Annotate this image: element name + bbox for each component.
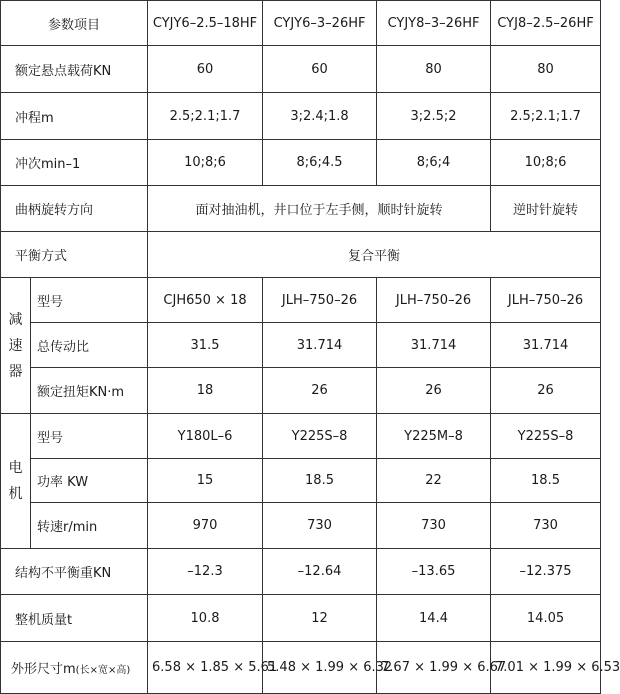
row-motor-model <box>1 414 601 459</box>
crank-rotation-value-main: 面对抽油机，井口位于左手侧，顺时针旋转 <box>148 186 491 232</box>
total-mass-value: 14.05 <box>491 595 601 642</box>
reducer-ratio-label: 总传动比 <box>31 323 148 368</box>
stroke-value: 2.5;2.1;1.7 <box>148 93 263 140</box>
strokes-per-min-value: 10;8;6 <box>148 140 263 186</box>
motor-model-value: Y225S–8 <box>491 414 601 459</box>
dimensions-value: 7.67 × 1.99 × 6.67 <box>377 642 491 694</box>
dimensions-label-main: 外形尺寸m <box>11 662 76 677</box>
total-mass-value: 14.4 <box>377 595 491 642</box>
motor-model-label: 型号 <box>31 414 148 459</box>
crank-rotation-value-4: 逆时针旋转 <box>491 186 601 232</box>
row-motor-speed <box>1 503 601 549</box>
motor-model-value: Y225S–8 <box>263 414 377 459</box>
header-model-2: CYJY6–3–26HF <box>263 1 377 46</box>
reducer-model-label: 型号 <box>31 278 148 323</box>
rated-load-value: 60 <box>263 46 377 93</box>
balance-mode-label: 平衡方式 <box>1 232 148 278</box>
row-motor-power <box>1 459 601 503</box>
motor-power-value: 15 <box>148 459 263 503</box>
reducer-model-value: CJH650 × 18 <box>148 278 263 323</box>
header-model-3: CYJY8–3–26HF <box>377 1 491 46</box>
motor-char: 电 <box>8 460 23 476</box>
row-reducer-ratio <box>1 323 601 368</box>
dimensions-value: 5.48 × 1.99 × 6.32 <box>263 642 377 694</box>
dimensions-label <box>1 642 148 694</box>
total-mass-label: 整机质量t <box>1 595 148 642</box>
strokes-per-min-label: 冲次min–1 <box>1 140 148 186</box>
reducer-char: 减 <box>8 311 23 328</box>
stroke-value: 2.5;2.1;1.7 <box>491 93 601 140</box>
stroke-value: 3;2.5;2 <box>377 93 491 140</box>
motor-speed-label: 转速r/min <box>31 503 148 549</box>
motor-speed-value: 730 <box>263 503 377 549</box>
strokes-per-min-value: 8;6;4 <box>377 140 491 186</box>
header-param-label: 参数项目 <box>1 1 148 46</box>
reducer-ratio-value: 31.714 <box>377 323 491 368</box>
reducer-torque-value: 26 <box>491 368 601 414</box>
header-row <box>1 1 601 46</box>
dimensions-value: 6.58 × 1.85 × 5.61 <box>148 642 263 694</box>
row-reducer-model <box>1 278 601 323</box>
net-unbalance-label: 结构不平衡重KN <box>1 549 148 595</box>
reducer-model-value: JLH–750–26 <box>377 278 491 323</box>
motor-char: 机 <box>8 486 23 502</box>
rated-load-value: 80 <box>491 46 601 93</box>
stroke-label: 冲程m <box>1 93 148 140</box>
balance-mode-value: 复合平衡 <box>148 232 601 278</box>
reducer-char: 器 <box>8 363 23 380</box>
row-strokes-per-min <box>1 140 601 186</box>
motor-power-value: 22 <box>377 459 491 503</box>
strokes-per-min-value: 8;6;4.5 <box>263 140 377 186</box>
motor-power-label: 功率 KW <box>31 459 148 503</box>
motor-speed-value: 970 <box>148 503 263 549</box>
row-balance-mode <box>1 232 601 278</box>
dimensions-value: 7.01 × 1.99 × 6.53 <box>491 642 601 694</box>
row-crank-rotation <box>1 186 601 232</box>
header-model-1: CYJY6–2.5–18HF <box>148 1 263 46</box>
rated-load-value: 80 <box>377 46 491 93</box>
crank-rotation-label: 曲柄旋转方向 <box>1 186 148 232</box>
reducer-torque-value: 26 <box>263 368 377 414</box>
row-rated-load <box>1 46 601 93</box>
motor-power-value: 18.5 <box>491 459 601 503</box>
row-net-unbalance <box>1 549 601 595</box>
reducer-torque-value: 26 <box>377 368 491 414</box>
row-total-mass <box>1 595 601 642</box>
dimensions-label-note: (长×宽×高) <box>75 665 131 676</box>
motor-speed-value: 730 <box>377 503 491 549</box>
motor-power-value: 18.5 <box>263 459 377 503</box>
total-mass-value: 12 <box>263 595 377 642</box>
reducer-torque-label: 额定扭矩KN·m <box>31 368 148 414</box>
row-reducer-torque <box>1 368 601 414</box>
rated-load-value: 60 <box>148 46 263 93</box>
reducer-group-label <box>1 278 31 414</box>
reducer-char: 速 <box>8 337 23 354</box>
motor-model-value: Y180L–6 <box>148 414 263 459</box>
net-unbalance-value: –12.64 <box>263 549 377 595</box>
reducer-ratio-value: 31.714 <box>263 323 377 368</box>
motor-speed-value: 730 <box>491 503 601 549</box>
reducer-torque-value: 18 <box>148 368 263 414</box>
row-stroke <box>1 93 601 140</box>
net-unbalance-value: –12.3 <box>148 549 263 595</box>
motor-group-label <box>1 414 31 549</box>
reducer-model-value: JLH–750–26 <box>491 278 601 323</box>
motor-model-value: Y225M–8 <box>377 414 491 459</box>
reducer-model-value: JLH–750–26 <box>263 278 377 323</box>
header-model-4: CYJ8–2.5–26HF <box>491 1 601 46</box>
net-unbalance-value: –13.65 <box>377 549 491 595</box>
net-unbalance-value: –12.375 <box>491 549 601 595</box>
row-dimensions <box>1 642 601 694</box>
stroke-value: 3;2.4;1.8 <box>263 93 377 140</box>
rated-load-label: 额定悬点载荷KN <box>1 46 148 93</box>
total-mass-value: 10.8 <box>148 595 263 642</box>
strokes-per-min-value: 10;8;6 <box>491 140 601 186</box>
reducer-ratio-value: 31.5 <box>148 323 263 368</box>
reducer-ratio-value: 31.714 <box>491 323 601 368</box>
